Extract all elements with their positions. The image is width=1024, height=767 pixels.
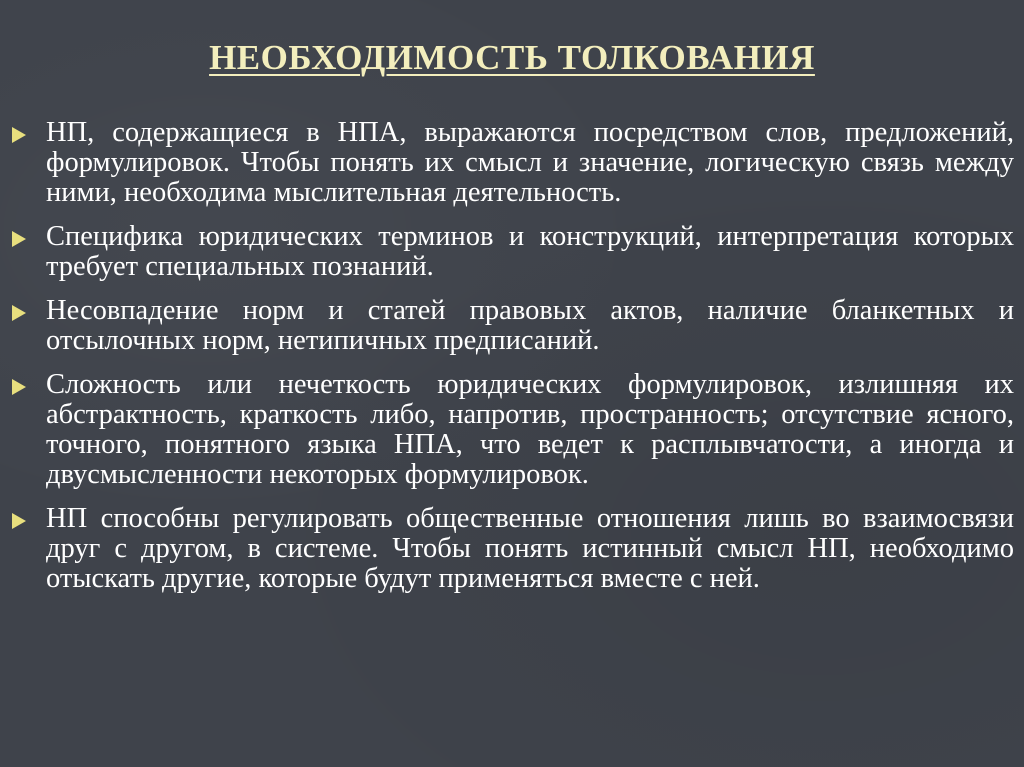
list-item bbox=[12, 118, 1014, 208]
triangle-right-icon bbox=[12, 231, 26, 247]
list-item bbox=[12, 504, 1014, 594]
list-item bbox=[12, 370, 1014, 490]
bullet-list bbox=[12, 118, 1014, 608]
bullet-text: Сложность или нечеткость юридических формулировок, излишняя их абстрактность, краткость либо, напротив, пространность; отсутствие ясного, точного, понятного языка НПА, что ведет к расплывчатости, а иногда и двусмысленности некоторых формулировок. bbox=[46, 369, 1014, 490]
bullet-text: НП, содержащиеся в НПА, выражаются посредством слов, предложений, формулировок. Чтобы понять их смысл и значение, логическую связь между ними, необходима мыслительная деятельность. bbox=[46, 117, 1014, 208]
bullet-text: Несовпадение норм и статей правовых актов, наличие бланкетных и отсылочных норм, нетипичных предписаний. bbox=[46, 295, 1014, 356]
list-item bbox=[12, 222, 1014, 282]
bullet-text: НП способны регулировать общественные отношения лишь во взаимосвязи друг с другом, в системе. Чтобы понять истинный смысл НП, необходимо отыскать другие, которые будут применяться вместе с ней. bbox=[46, 503, 1014, 594]
bullet-text: Специфика юридических терминов и конструкций, интерпретация которых требует специальных познаний. bbox=[46, 221, 1014, 282]
list-item bbox=[12, 296, 1014, 356]
triangle-right-icon bbox=[12, 513, 26, 529]
triangle-right-icon bbox=[12, 379, 26, 395]
triangle-right-icon bbox=[12, 127, 26, 143]
slide-title-text: НЕОБХОДИМОСТЬ ТОЛКОВАНИЯ bbox=[209, 38, 815, 77]
triangle-right-icon bbox=[12, 305, 26, 321]
slide-title bbox=[0, 38, 1024, 78]
